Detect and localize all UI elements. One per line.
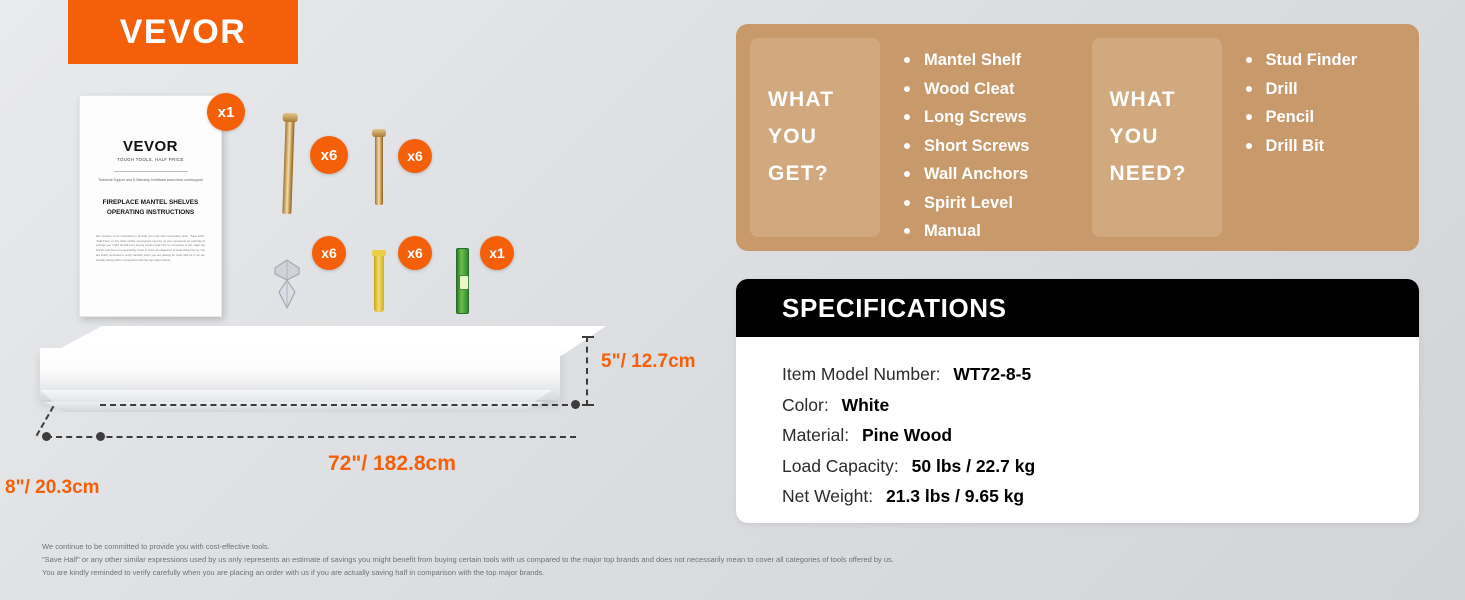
metal-wall-anchor-icon <box>266 258 308 310</box>
what-you-get-need-panel <box>736 24 1419 251</box>
spec-row-model <box>782 359 1419 390</box>
specifications-rows <box>736 337 1419 512</box>
manual-logo: VEVOR <box>122 138 178 155</box>
badge-spirit-level-qty: x1 <box>480 236 514 270</box>
what-you-get-heading-line1: WHAT <box>768 88 835 112</box>
spec-value: Pine Wood <box>861 425 953 445</box>
spec-row-material <box>782 420 1419 451</box>
spec-key: Load Capacity: <box>782 455 899 476</box>
specifications-title: SPECIFICATIONS <box>782 292 1007 323</box>
list-item: Stud Finder <box>1246 46 1420 75</box>
manual-body-text: We continue to be committed to provide you tools with competitive price. "Save Half", "Half Price" or any other similar expressions used by us only represents an estimate of savings you might benefit from buying certain tools with us compared to the major top brands and does not necessarily mean to cover all categories of tools offered by us. You are kindly reminded to verify carefully when you are placing an order with us if you are actually saving half in comparison with the top major brands. <box>96 233 205 262</box>
spec-row-net-weight <box>782 481 1419 512</box>
list-item: Wall Anchors <box>904 160 1078 189</box>
footer-line-1: We continue to be committed to provide you with cost-effective tools. <box>42 542 270 551</box>
specifications-panel <box>736 279 1419 523</box>
spec-key: Color: <box>782 394 829 415</box>
badge-long-screws-qty: x6 <box>310 136 348 174</box>
height-tick-top <box>582 336 594 338</box>
list-item: Drill <box>1246 75 1420 104</box>
list-item: Wood Cleat <box>904 75 1078 104</box>
spec-value: WT72-8-5 <box>953 364 1032 384</box>
dimension-height-label: 5"/ 12.7cm <box>601 351 696 372</box>
what-you-get-heading-line2: YOU <box>768 125 818 149</box>
badge-plastic-anchor-qty: x6 <box>398 236 432 270</box>
vevor-logo <box>68 0 298 64</box>
manual-sheet <box>79 95 222 317</box>
width-dimension-line <box>46 436 576 438</box>
what-you-need-heading <box>1092 38 1222 237</box>
specifications-header <box>736 279 1419 337</box>
dimension-width-label: 72"/ 182.8cm <box>328 452 456 475</box>
shelf-lip-upper <box>40 390 552 404</box>
dimension-depth-label: 8"/ 20.3cm <box>5 477 100 498</box>
what-you-need-heading-line2: YOU <box>1109 125 1159 149</box>
spec-key: Material: <box>782 425 850 445</box>
manual-tagline: TOUGH TOOLS, HALF PRICE <box>117 157 184 162</box>
vevor-logo-text: VEVOR <box>119 12 247 51</box>
width-tick-right <box>571 400 580 409</box>
list-item: Mantel Shelf <box>904 46 1078 75</box>
what-you-need-heading-line1: WHAT <box>1109 88 1176 112</box>
badge-metal-anchor-qty: x6 <box>312 236 346 270</box>
badge-manual-qty: x1 <box>207 93 245 131</box>
badge-short-screws-qty: x6 <box>398 139 432 173</box>
manual-title-line1: FIREPLACE MANTEL SHELVES <box>102 199 199 207</box>
spec-key: Item Model Number: <box>782 364 941 384</box>
spec-row-color <box>782 390 1419 421</box>
footer-disclaimer <box>42 540 1102 579</box>
what-you-need-heading-line3: NEED? <box>1109 161 1187 185</box>
long-screw-icon <box>282 118 294 214</box>
height-dimension-line <box>586 336 588 406</box>
manual-title-line2: OPERATING INSTRUCTIONS <box>106 209 195 217</box>
list-item: Long Screws <box>904 103 1078 132</box>
spec-value: 50 lbs / 22.7 kg <box>911 455 1036 476</box>
list-item: Drill Bit <box>1246 132 1420 161</box>
what-you-get-heading-line3: GET? <box>768 161 829 185</box>
spec-value: White <box>841 394 890 415</box>
list-item: Manual <box>904 217 1078 246</box>
depth-dimension-line <box>100 404 578 406</box>
what-you-need-list <box>1222 24 1420 251</box>
footer-line-3: You are kindly reminded to verify carefully when you are placing an order with us if you are actually saving half in comparison with the top major brands. <box>42 568 545 578</box>
manual-divider <box>114 171 188 172</box>
what-you-get-heading <box>750 38 880 237</box>
list-item: Short Screws <box>904 132 1078 161</box>
list-item: Spirit Level <box>904 189 1078 218</box>
height-tick-bottom <box>582 404 594 406</box>
what-you-get-list <box>880 24 1078 251</box>
width-tick-left <box>42 432 51 441</box>
spec-key: Net Weight: <box>782 486 874 506</box>
list-item: Pencil <box>1246 103 1420 132</box>
plastic-wall-anchor-icon <box>374 250 384 312</box>
mantel-shelf-illustration <box>40 320 592 430</box>
footer-line-2: "Save Half" or any other similar expressions used by us only represents an estimate of savings you might benefit from buying certain tools with us compared to the major top brands and does not necessarily mean to cover all categories of tools offered by us. <box>42 555 894 565</box>
spirit-level-icon <box>456 248 469 314</box>
spec-row-load-capacity <box>782 451 1419 482</box>
depth-tick <box>96 432 105 441</box>
short-screw-icon <box>375 133 383 205</box>
spec-value: 21.3 lbs / 9.65 kg <box>885 486 1025 506</box>
manual-warranty-text: Technical Support and E-Warranty Certificate www.vevor.com/support <box>98 178 203 182</box>
